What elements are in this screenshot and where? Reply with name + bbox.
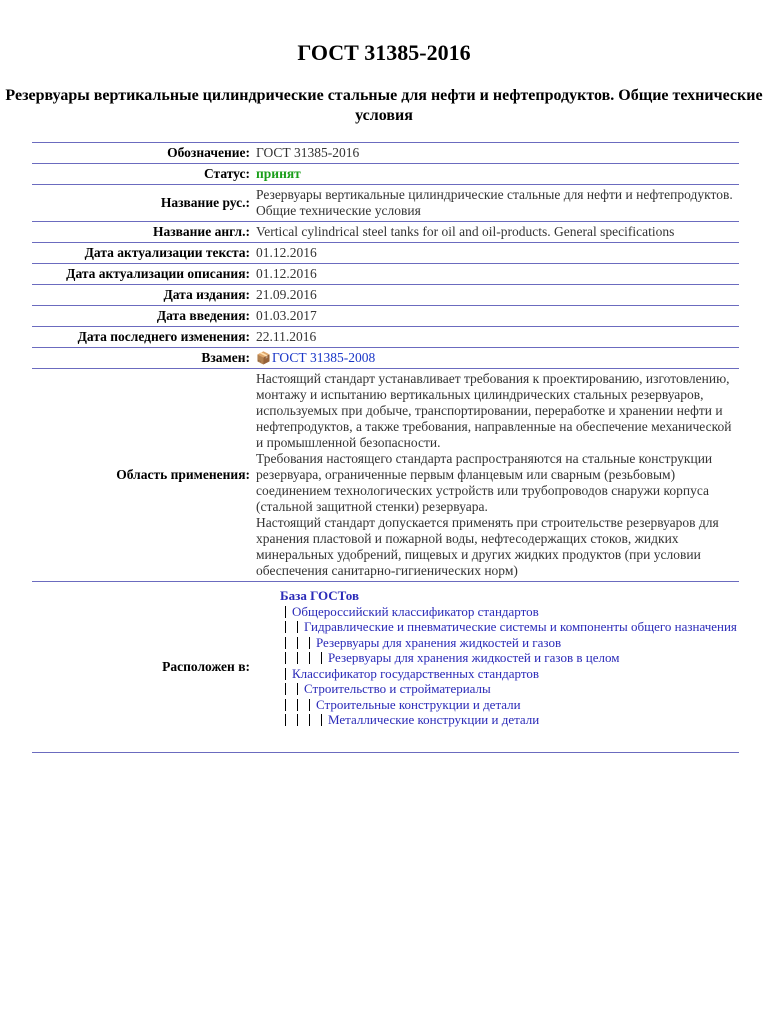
scope-paragraph: Настоящий стандарт устанавливает требования к проектированию, изготовлению, монтажу и испытанию вертикальных цилиндрических стальных резервуаров, используемых при добыче, транспортировании, переработке и хранении нефти и нефтепродуктов, а также требования, направленные на обеспечение механической и промышленной безопасности. [256, 371, 732, 450]
tree-connector [285, 606, 286, 618]
tree-link[interactable]: База ГОСТов [280, 588, 359, 603]
row-designation [32, 143, 739, 164]
tree-connector [297, 714, 298, 726]
row-status [32, 164, 739, 185]
desc-update-value: 01.12.2016 [254, 264, 739, 285]
classifier-tree [256, 584, 737, 750]
row-replaces [32, 348, 739, 369]
name-en-value: Vertical cylindrical steel tanks for oil and oil-products. General specifications [254, 222, 739, 243]
tree-link[interactable]: Строительство и стройматериалы [304, 681, 491, 696]
tree-connector [297, 621, 298, 633]
tree-connector [297, 652, 298, 664]
tree-link[interactable]: Резервуары для хранения жидкостей и газов в целом [328, 650, 620, 665]
name-ru-label: Название рус.: [32, 185, 254, 222]
designation-value: ГОСТ 31385-2016 [254, 143, 739, 164]
scope-paragraph: Требования настоящего стандарта распространяются на стальные конструкции резервуара, ограниченные первым фланцевым или сварным (резьбовым) соединением технологических устройств или трубопроводов снаружи корпуса (стальной защитной стенки) резервуара. [256, 451, 713, 514]
designation-label: Обозначение: [32, 143, 254, 164]
status-label: Статус: [32, 164, 254, 185]
row-name-en [32, 222, 739, 243]
tree-node [256, 588, 737, 604]
published-label: Дата издания: [32, 285, 254, 306]
row-desc-update [32, 264, 739, 285]
scope-paragraph: Настоящий стандарт допускается применять при строительстве резервуаров для хранения пластовой и пожарной воды, нефтесодержащих стоков, жидких минеральных удобрений, пищевых и других жидких продуктов (при условии обеспечения санитарно-гигиенических норм) [256, 515, 719, 578]
tree-connector [285, 621, 286, 633]
introduced-label: Дата введения: [32, 306, 254, 327]
row-location [32, 582, 739, 753]
published-value: 21.09.2016 [254, 285, 739, 306]
page-subtitle: Резервуары вертикальные цилиндрические стальные для нефти и нефтепродуктов. Общие технические условия [5, 87, 763, 124]
introduced-value: 01.03.2017 [254, 306, 739, 327]
tree-link[interactable]: Классификатор государственных стандартов [292, 665, 539, 681]
tree-connector [309, 714, 310, 726]
status-badge: принят [256, 166, 301, 181]
info-table [32, 142, 739, 753]
row-published [32, 285, 739, 306]
tree-link[interactable]: Металлические конструкции и детали [328, 712, 540, 727]
tree-node [256, 635, 737, 651]
scope-value [254, 369, 739, 582]
tree-connector [321, 714, 322, 726]
row-text-update [32, 243, 739, 264]
tree-node [256, 666, 737, 682]
tree-node [256, 681, 737, 697]
name-en-label: Название англ.: [32, 222, 254, 243]
tree-connector [297, 699, 298, 711]
tree-node [256, 697, 737, 713]
tree-node [256, 650, 737, 666]
row-last-change [32, 327, 739, 348]
tree-connector [321, 652, 322, 664]
replaces-label: Взамен: [32, 348, 254, 369]
tree-link[interactable]: Общероссийский классификатор стандартов [292, 603, 539, 619]
tree-link[interactable]: Резервуары для хранения жидкостей и газов [316, 634, 562, 650]
tree-connector [309, 637, 310, 649]
tree-connector [285, 699, 286, 711]
row-scope [32, 369, 739, 582]
row-name-ru [32, 185, 739, 222]
tree-connector [285, 668, 286, 680]
tree-link[interactable]: Строительные конструкции и детали [316, 696, 521, 712]
scope-label: Область применения: [32, 369, 254, 582]
last-change-label: Дата последнего изменения: [32, 327, 254, 348]
name-ru-value: Резервуары вертикальные цилиндрические стальные для нефти и нефтепродуктов. Общие технические условия [254, 185, 739, 222]
location-label: Расположен в: [32, 582, 254, 753]
desc-update-label: Дата актуализации описания: [32, 264, 254, 285]
tree-node [256, 619, 737, 635]
tree-connector [309, 652, 310, 664]
tree-connector [285, 714, 286, 726]
tree-connector [297, 637, 298, 649]
row-introduced [32, 306, 739, 327]
tree-node [256, 604, 737, 620]
replaces-link[interactable]: ГОСТ 31385-2008 [271, 350, 376, 365]
tree-connector [309, 699, 310, 711]
tree-link[interactable]: Гидравлические и пневматические системы и компоненты общего назначения [304, 619, 737, 634]
tree-connector [285, 652, 286, 664]
package-icon: 📦 [256, 351, 271, 365]
text-update-label: Дата актуализации текста: [32, 243, 254, 264]
tree-connector [285, 683, 286, 695]
text-update-value: 01.12.2016 [254, 243, 739, 264]
tree-connector [297, 683, 298, 695]
tree-node [256, 712, 737, 728]
page-title: ГОСТ 31385-2016 [297, 40, 471, 65]
last-change-value: 22.11.2016 [254, 327, 739, 348]
tree-connector [285, 637, 286, 649]
